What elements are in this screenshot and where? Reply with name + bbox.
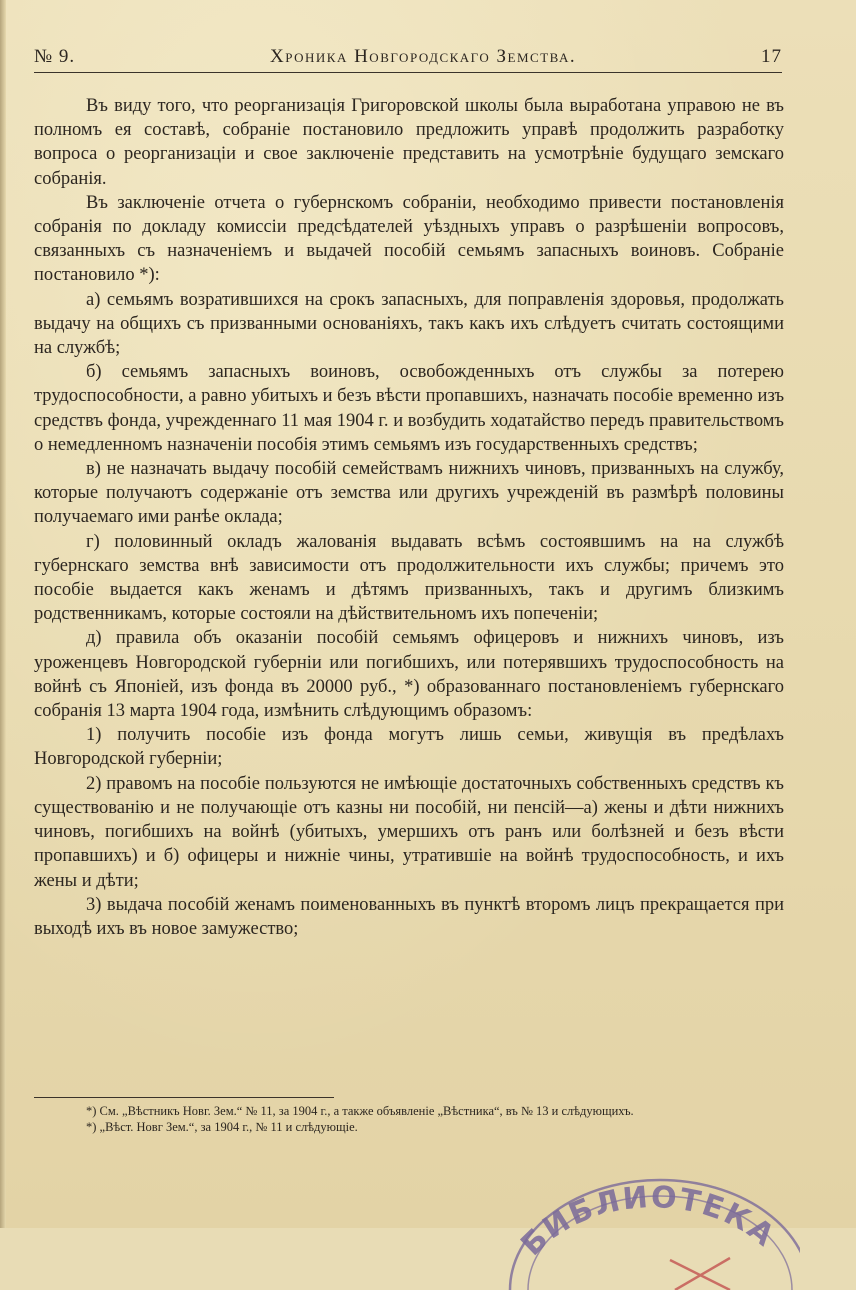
paragraph-item-b: б) семьямъ запасныхъ воиновъ, освобожденныхъ отъ службы за потерею трудоспособности, а равно убитыхъ и безъ вѣсти пропавшихъ, назначать пособіе временно изъ средствъ фонда, учрежденнаго 11 мая 1904 г. и возбудить ходатайство передъ правительствомъ о немедленномъ назначеніи пособія этимъ семьямъ изъ государственныхъ средствъ; — [34, 362, 785, 455]
stamp-text: БИБЛИОТЕКА — [514, 1179, 782, 1263]
page-edge-shadow — [0, 0, 6, 1228]
paragraph-rule-2: 2) правомъ на пособіе пользуются не имѣющіе достаточныхъ собственныхъ средствъ къ существованію и не получающіе отъ казны ни пособій, ни пенсій—а) жены и дѣти нижнихъ чиновъ, погибшихъ на войнѣ (убитыхъ, умершихъ отъ ранъ или болѣзней и безъ вѣсти пропавшихъ) и б) офицеры и нижніе чины, утратившіе на войнѣ трудоспособность, и ихъ жены и дѣти; — [34, 773, 784, 891]
paragraph-rule-3: 3) выдача пособій женамъ поименованныхъ въ пунктѣ второмъ лицъ прекращается при выходѣ ихъ въ новое замужество; — [34, 894, 784, 939]
footnote-2: *) „Вѣст. Новг Зем.“, за 1904 г., № 11 и слѣдующіе. — [86, 1120, 358, 1134]
paragraph-item-a: а) семьямъ возратившихся на срокъ запасныхъ, для поправленія здоровья, продолжать выдачу на общихъ съ призванными основаніяхъ, такъ какъ ихъ слѣдуетъ считать состоящими на службѣ; — [34, 289, 784, 359]
footnote-1: *) См. „Вѣстникъ Новг. Зем.“ № 11, за 1904 г., а также объявленіе „Вѣстника“, въ № 13 и слѣдующихъ. — [86, 1104, 634, 1118]
paragraph-item-g: г) половинный окладъ жалованія выдавать всѣмъ состоявшимъ на на службѣ губернскаго земства внѣ зависимости отъ продолжительности ихъ службы; причемъ это пособіе выдается какъ женамъ и дѣтямъ призванныхъ, такъ и другимъ близкимъ родственникамъ, которые состояли на дѣйствительномъ ихъ попеченіи; — [34, 531, 784, 625]
body-text — [34, 94, 784, 941]
issue-number: № 9. — [34, 46, 76, 67]
library-stamp — [500, 1140, 800, 1290]
paragraph-reorganization: Въ виду того, что реорганизація Григоровской школы была выработана управою не въ полномъ ея составѣ, собраніе постановило предложить управѣ продолжить разработку вопроса о реорганизаціи и свое заключеніе представить на усмотрѣніе будущаго земскаго собранія. — [34, 96, 784, 189]
running-header — [34, 46, 782, 70]
header-rule — [34, 72, 782, 73]
footnote-rule — [34, 1097, 334, 1098]
paragraph-item-d: д) правила объ оказаніи пособій семьямъ офицеровъ и нижнихъ чиновъ, изъ уроженцевъ Новгородской губерніи или погибшихъ, или потерявшихъ трудоспособность на войнѣ съ Японіей, изъ фонда въ 20000 руб., *) образованнаго постановленіемъ губернскаго собранія 13 марта 1904 года, измѣнить слѣдующимъ образомъ: — [34, 628, 784, 722]
footnotes — [34, 1103, 784, 1135]
page-number: 17 — [761, 46, 782, 67]
paragraph-item-v: в) не назначать выдачу пособій семействамъ нижнихъ чиновъ, призванныхъ на службу, которые получаютъ содержаніе отъ земства или другихъ учрежденій въ размѣрѣ половины получаемаго ими ранѣе оклада; — [34, 459, 784, 528]
stamp-red-cross — [670, 1258, 730, 1290]
paragraph-conclusion: Въ заключеніе отчета о губернскомъ собраніи, необходимо привести постановленія собранія по докладу комиссіи предсѣдателей уѣздныхъ управъ о разрѣшеніи вопросовъ, связанныхъ съ назначеніемъ и выдачей пособій семьямъ запасныхъ воиновъ. Собраніе постановило *): — [34, 192, 784, 286]
journal-title: Хроника Новгородскаго Земства. — [270, 46, 577, 67]
paragraph-rule-1: 1) получить пособіе изъ фонда могутъ лишь семьи, живущія въ предѣлахъ Новгородской губерніи; — [34, 725, 784, 770]
